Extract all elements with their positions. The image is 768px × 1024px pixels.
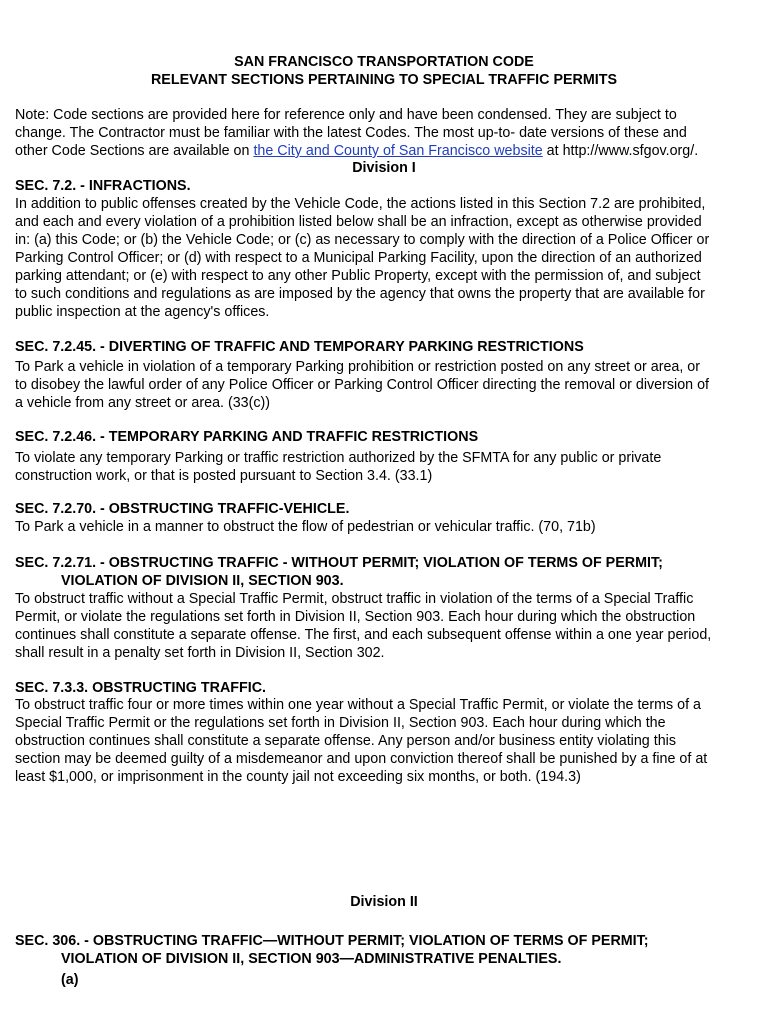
sec-306-subsection-a: (a): [61, 972, 79, 988]
sec-7-3-3-line: section may be deemed guilty of a misdemeanor and upon conviction thereof shall be punished by a fine of at: [15, 751, 708, 767]
sec-7-2-line: Parking Control Officer; or (d) with respect to a Municipal Parking Facility, upon the direction of an authorized: [15, 250, 702, 266]
sec-7-2-line: to such conditions and regulations as are imposed by the agency that owns the property that are available for: [15, 286, 705, 302]
sec-7-2-46-line: To violate any temporary Parking or traffic restriction authorized by the SFMTA for any public or private: [15, 450, 662, 466]
sec-7-2-70-line: To Park a vehicle in a manner to obstruct the flow of pedestrian or vehicular traffic. (70, 71b): [15, 519, 596, 535]
sec-7-2-71-line: continues shall constitute a separate offense. The first, and each subsequent offense within a one year period,: [15, 627, 712, 643]
sec-7-2-45-line: a vehicle from any street or area. (33(c)): [15, 395, 271, 411]
document-title-line1: SAN FRANCISCO TRANSPORTATION CODE: [234, 54, 534, 70]
note-line-3-post: at http://www.sfgov.org/.: [542, 143, 699, 159]
sec-306-heading-continued: VIOLATION OF DIVISION II, SECTION 903—ADMINISTRATIVE PENALTIES.: [61, 951, 562, 967]
sec-7-3-3-heading: SEC. 7.3.3. OBSTRUCTING TRAFFIC.: [15, 680, 267, 696]
sec-7-2-line: and each and every violation of a prohibition listed below shall be an infraction, except as otherwise provided: [15, 214, 702, 230]
division-2-label: Division II: [350, 894, 418, 910]
sec-7-3-3-line: To obstruct traffic four or more times within one year without a Special Traffic Permit, or violate the terms of a: [15, 697, 702, 713]
note-line-3-pre: other Code Sections are available on: [15, 143, 254, 159]
sec-7-2-46-line: construction work, or that is posted pursuant to Section 3.4. (33.1): [15, 468, 433, 484]
sec-7-2-heading: SEC. 7.2. - INFRACTIONS.: [15, 178, 191, 194]
note-line-2: change. The Contractor must be familiar with the latest Codes. The most up-to- date versions of these and: [15, 125, 687, 141]
sec-7-2-71-heading: SEC. 7.2.71. - OBSTRUCTING TRAFFIC - WITHOUT PERMIT; VIOLATION OF TERMS OF PERMIT;: [15, 555, 663, 571]
sec-7-2-71-line: shall result in a penalty set forth in Division II, Section 302.: [15, 645, 385, 661]
sec-7-2-71-line: Permit, or violate the regulations set forth in Division II, Section 903. Each hour during which the obstruction: [15, 609, 696, 625]
sec-7-2-46-body: [15, 449, 755, 485]
sec-306-heading: SEC. 306. - OBSTRUCTING TRAFFIC—WITHOUT PERMIT; VIOLATION OF TERMS OF PERMIT;: [15, 933, 649, 949]
sec-7-3-3-line: Special Traffic Permit or the regulations set forth in Division II, Section 903. Each hour during which the: [15, 715, 666, 731]
document-title-line2: RELEVANT SECTIONS PERTAINING TO SPECIAL TRAFFIC PERMITS: [150, 72, 617, 88]
sec-7-2-45-heading: SEC. 7.2.45. - DIVERTING OF TRAFFIC AND TEMPORARY PARKING RESTRICTIONS: [15, 339, 584, 355]
sec-7-3-3-line: obstruction continues shall constitute a separate offense. Any person and/or business entity violating this: [15, 733, 676, 749]
sec-7-2-line: public inspection at the agency's offices.: [15, 304, 270, 320]
sec-7-2-70-heading: SEC. 7.2.70. - OBSTRUCTING TRAFFIC-VEHICLE.: [15, 501, 350, 517]
note-line-3: [15, 142, 755, 160]
sfgov-website-link[interactable]: the City and County of San Francisco website: [253, 143, 543, 159]
note-line-1: Note: Code sections are provided here for reference only and have been condensed. They are subject to: [15, 107, 677, 123]
note-paragraph: [15, 106, 755, 160]
sec-7-2-45-line: To Park a vehicle in violation of a temporary Parking prohibition or restriction posted on any street or area, or: [15, 359, 701, 375]
sec-7-2-71-heading-continued: VIOLATION OF DIVISION II, SECTION 903.: [61, 573, 344, 589]
sec-7-2-line: In addition to public offenses created by the Vehicle Code, the actions listed in this Section 7.2 are prohibited,: [15, 196, 706, 212]
sec-7-2-70-body: [15, 518, 755, 536]
sec-7-2-line: in: (a) this Code; or (b) the Vehicle Code; or (c) as necessary to comply with the direction of a Police Officer or: [15, 232, 710, 248]
sec-7-2-71-line: To obstruct traffic without a Special Traffic Permit, obstruct traffic in violation of the terms of a Special Traffic: [15, 591, 694, 607]
sec-7-2-71-body: [15, 590, 755, 662]
sec-7-2-line: parking attendant; or (e) with respect to any other Public Property, except with the permission of, and subject: [15, 268, 701, 284]
sec-7-2-body: [15, 195, 755, 321]
sec-7-2-45-body: [15, 358, 755, 412]
sec-7-3-3-body: [15, 696, 755, 786]
division-1-label: Division I: [352, 160, 416, 176]
sec-7-2-45-line: to disobey the lawful order of any Police Officer or Parking Control Officer directing the removal or diversion of: [15, 377, 709, 393]
sec-7-3-3-line: least $1,000, or imprisonment in the county jail not exceeding six months, or both. (194.3): [15, 769, 581, 785]
sec-7-2-46-heading: SEC. 7.2.46. - TEMPORARY PARKING AND TRAFFIC RESTRICTIONS: [15, 429, 479, 445]
